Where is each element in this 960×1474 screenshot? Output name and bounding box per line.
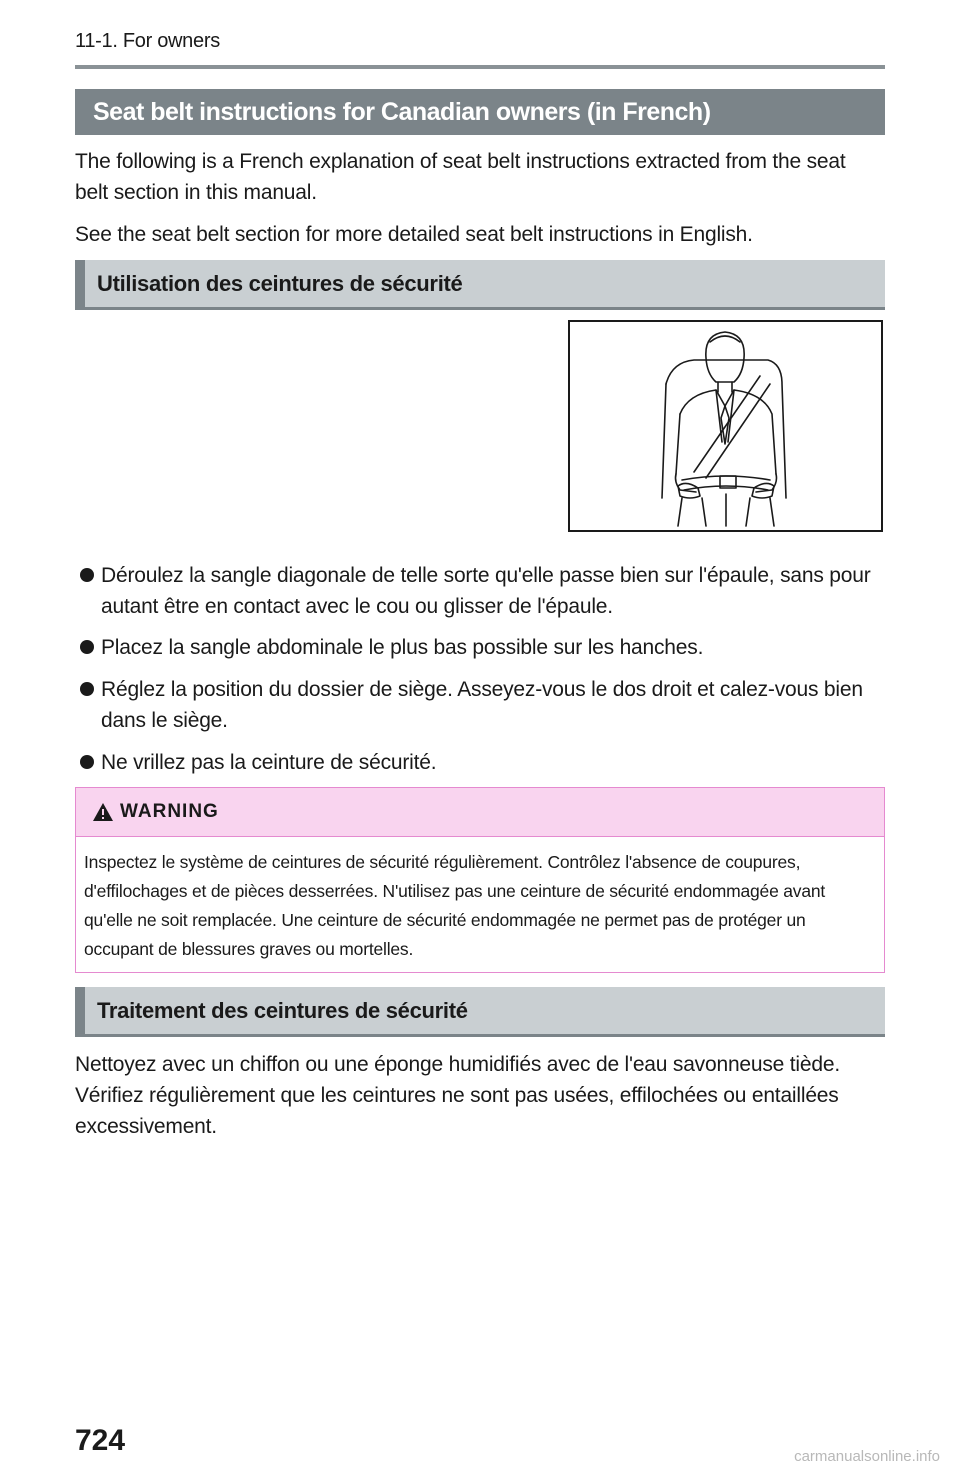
bullet-text: Réglez la position du dossier de siège. Asseyez-vous le dos droit et calez-vous bien dans le siège. [101,678,863,732]
bullet-icon [80,682,94,696]
watermark: carmanualsonline.info [794,1448,940,1465]
section-label: 11-1. For owners [75,30,220,52]
header-rule [75,65,885,69]
section-heading-usage-text: Utilisation des ceintures de sécurité [97,271,463,296]
heading-stripe [75,260,85,307]
bullet-item [78,632,878,663]
warning-triangle-icon [92,802,114,822]
bullet-icon [80,568,94,582]
warning-title: WARNING [120,801,219,822]
bullet-item [78,747,878,778]
intro-paragraph-1: The following is a French explanation of seat belt instructions extracted from the seat belt section in this manual. [75,150,846,204]
bullet-icon [80,640,94,654]
intro-paragraph-2: See the seat belt section for more detailed seat belt instructions in English. [75,223,753,246]
bullet-text: Ne vrillez pas la ceinture de sécurité. [101,751,437,774]
seatbelt-figure [568,320,883,532]
bullet-item [78,560,878,622]
page-title: Seat belt instructions for Canadian owners (in French) [75,89,885,135]
care-paragraph: Nettoyez avec un chiffon ou une éponge humidifiés avec de l'eau savonneuse tiède. Vérifiez régulièrement que les ceintures ne sont pas usées, effilochées ou entaillées excessivement. [75,1053,840,1138]
warning-header [76,788,884,837]
warning-box [75,787,885,973]
bullet-text: Déroulez la sangle diagonale de telle sorte qu'elle passe bien sur l'épaule, sans pour autant être en contact avec le cou ou glisser de l'épaule. [101,564,871,618]
section-heading-care [75,987,885,1037]
warning-body: Inspectez le système de ceintures de sécurité régulièrement. Contrôlez l'absence de coupures, d'effilochages et de pièces desserrées. N'utilisez pas une ceinture de sécurité endommagée avant qu'elle ne soit remplacée. Une ceinture de sécurité endommagée ne permet pas de protéger un occupant de blessures graves ou mortelles. [84,852,826,959]
seated-person-icon [570,322,881,530]
page-number: 724 [75,1424,126,1457]
bullet-text: Placez la sangle abdominale le plus bas possible sur les hanches. [101,636,704,659]
section-heading-usage [75,260,885,310]
bullet-item [78,674,878,736]
section-heading-care-text: Traitement des ceintures de sécurité [97,998,468,1023]
bullet-icon [80,755,94,769]
heading-stripe [75,987,85,1034]
